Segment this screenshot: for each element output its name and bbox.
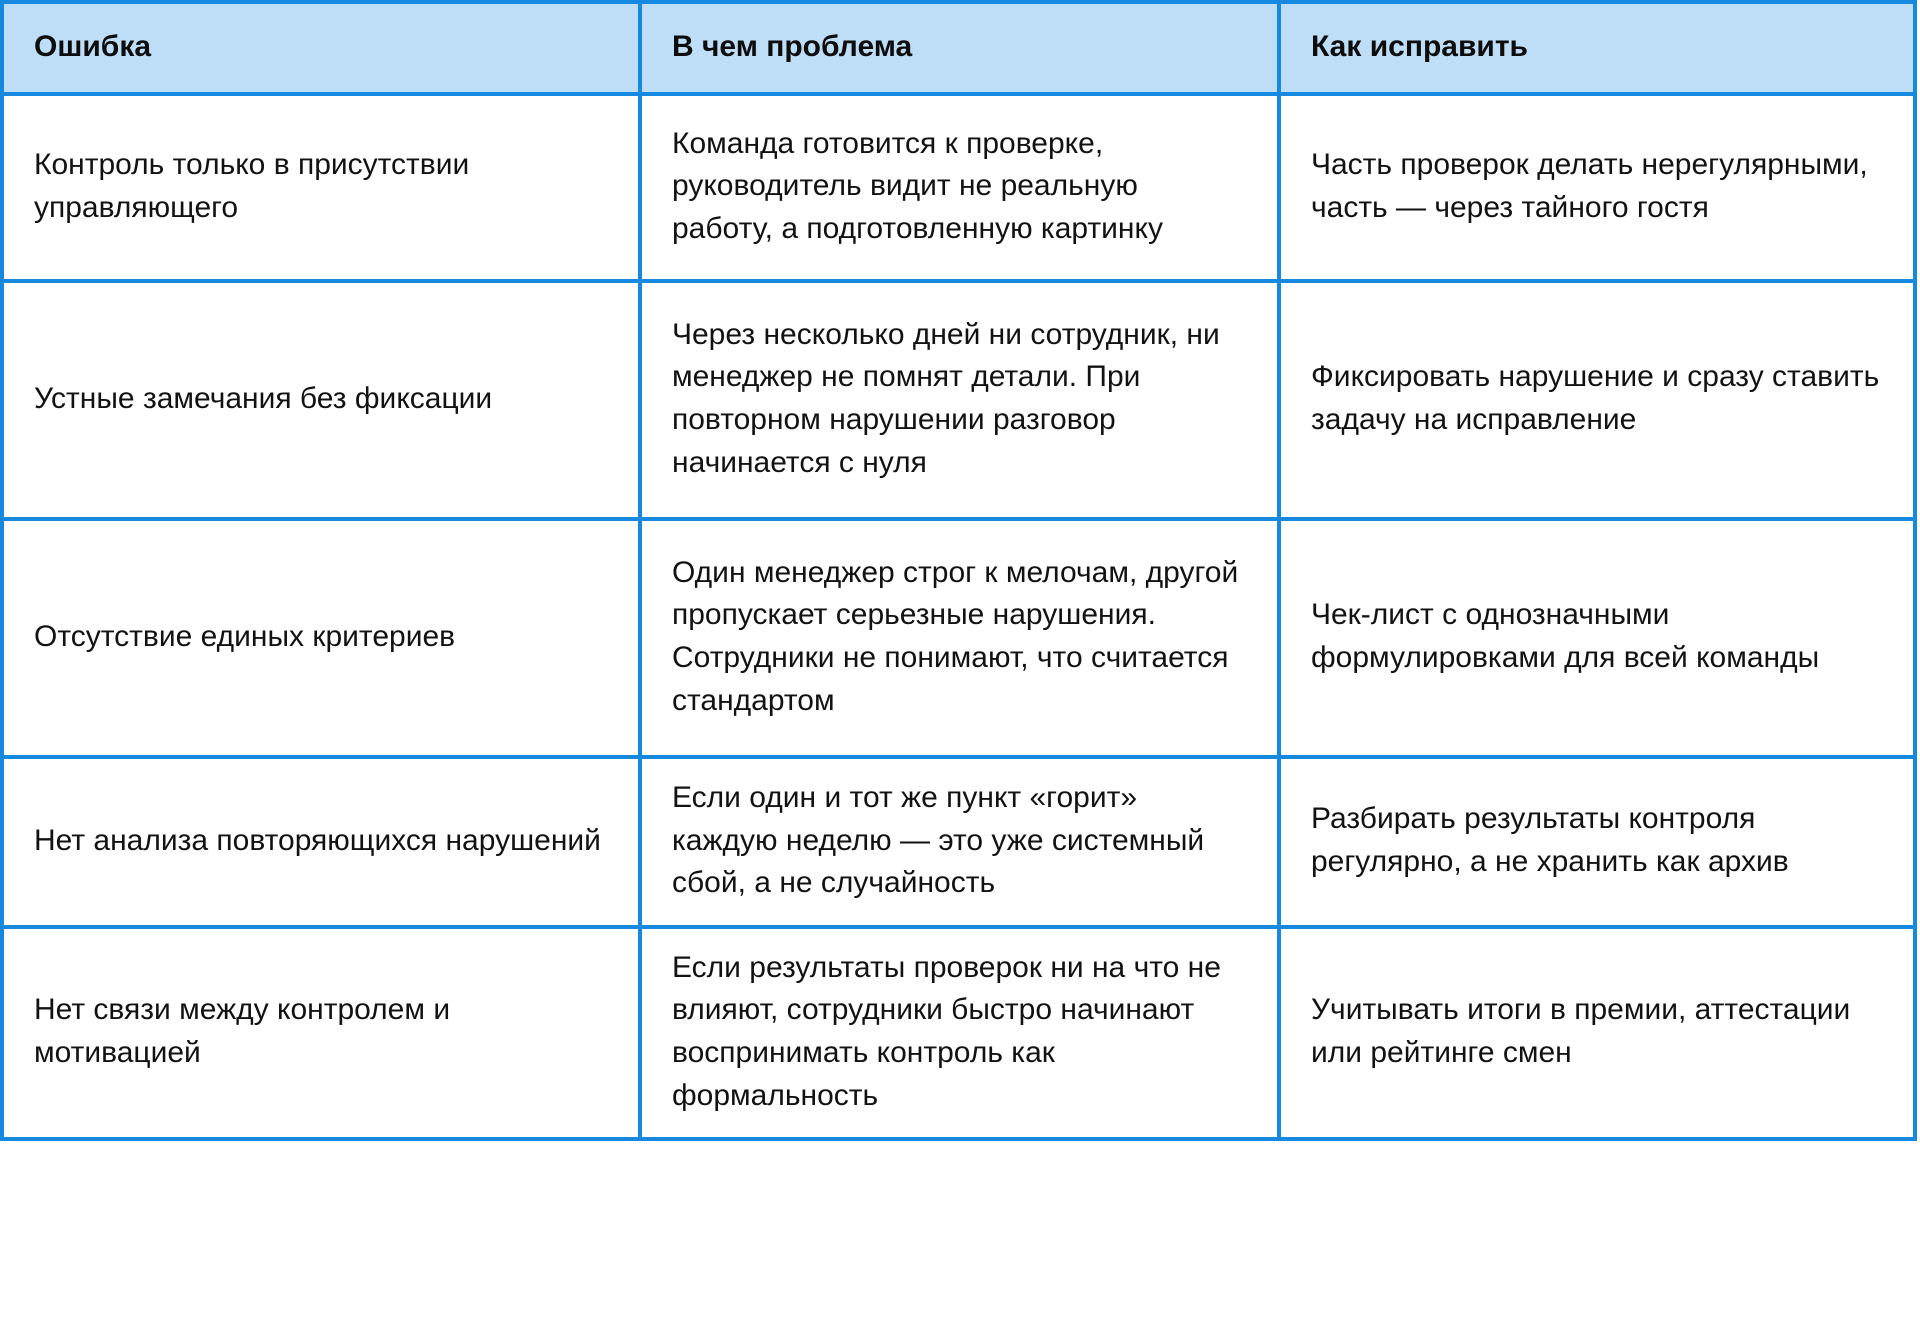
cell-fix: Учитывать итоги в премии, аттестации или рейтинге смен bbox=[1279, 927, 1915, 1139]
cell-problem: Если результаты проверок ни на что не влияют, сотрудники быстро начинают воспринимать контроль как формальность bbox=[640, 927, 1279, 1139]
table-header bbox=[2, 2, 1915, 94]
table-row bbox=[2, 94, 1915, 281]
table-body bbox=[2, 94, 1915, 1139]
cell-problem: Через несколько дней ни сотрудник, ни менеджер не помнят детали. При повторном нарушении разговор начинается с нуля bbox=[640, 281, 1279, 519]
cell-fix: Фиксировать нарушение и сразу ставить задачу на исправление bbox=[1279, 281, 1915, 519]
cell-mistake: Нет анализа повторяющихся нарушений bbox=[2, 757, 640, 927]
cell-mistake: Устные замечания без фиксации bbox=[2, 281, 640, 519]
cell-mistake: Контроль только в присутствии управляющего bbox=[2, 94, 640, 281]
cell-problem: Команда готовится к проверке, руководитель видит не реальную работу, а подготовленную картинку bbox=[640, 94, 1279, 281]
cell-problem: Если один и тот же пункт «горит» каждую неделю — это уже системный сбой, а не случайность bbox=[640, 757, 1279, 927]
column-header-mistake: Ошибка bbox=[2, 2, 640, 94]
table-header-row bbox=[2, 2, 1915, 94]
table-row bbox=[2, 927, 1915, 1139]
cell-mistake: Нет связи между контролем и мотивацией bbox=[2, 927, 640, 1139]
cell-mistake: Отсутствие единых критериев bbox=[2, 519, 640, 757]
cell-fix: Чек-лист с однозначными формулировками для всей команды bbox=[1279, 519, 1915, 757]
table-row bbox=[2, 757, 1915, 927]
cell-fix: Разбирать результаты контроля регулярно, а не хранить как архив bbox=[1279, 757, 1915, 927]
cell-problem: Один менеджер строг к мелочам, другой пропускает серьезные нарушения. Сотрудники не понимают, что считается стандартом bbox=[640, 519, 1279, 757]
table-row bbox=[2, 519, 1915, 757]
column-header-problem: В чем проблема bbox=[640, 2, 1279, 94]
column-header-fix: Как исправить bbox=[1279, 2, 1915, 94]
table-row bbox=[2, 281, 1915, 519]
cell-fix: Часть проверок делать нерегулярными, часть — через тайного гостя bbox=[1279, 94, 1915, 281]
